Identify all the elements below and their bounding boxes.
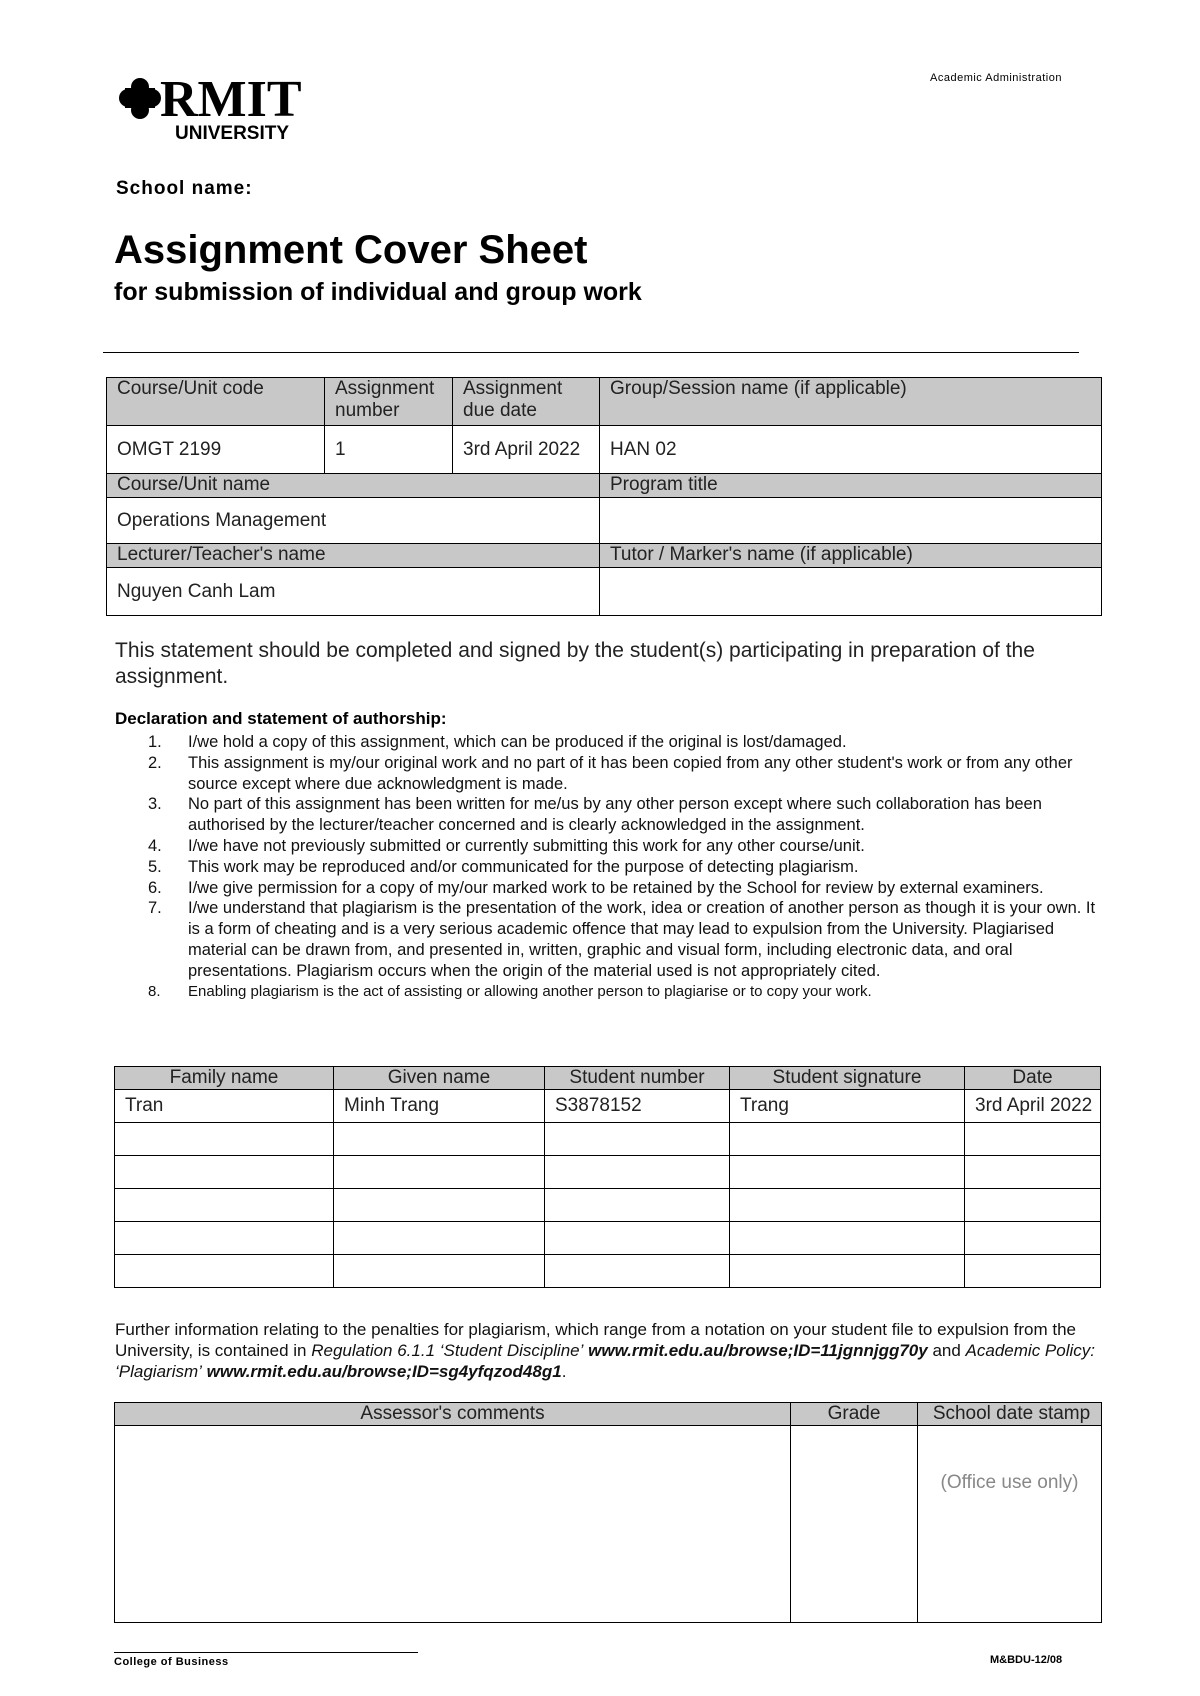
penalty-text-and: and [932, 1341, 966, 1360]
date-cell[interactable] [965, 1156, 1101, 1189]
program-title-value[interactable] [600, 498, 1102, 544]
declaration-item [148, 982, 1098, 1003]
family-name-cell[interactable] [115, 1189, 334, 1222]
declaration-title: Declaration and statement of authorship: [115, 709, 447, 728]
assessment-table [114, 1402, 1102, 1623]
declaration-list [148, 732, 1098, 1002]
declaration-item [148, 878, 1098, 899]
table-row [115, 1255, 1101, 1288]
course-name-value[interactable]: Operations Management [107, 498, 600, 544]
item-number: 2. [148, 753, 162, 772]
footer-code: M&BDU-12/08 [990, 1654, 1063, 1666]
student-number-cell[interactable] [545, 1156, 730, 1189]
student-number-cell[interactable] [545, 1189, 730, 1222]
item-text: I/we understand that plagiarism is the presentation of the work, idea or creation of another person as though it is your own. It is a form of cheating and is a very serious academic offence that may lead to expulsion from the University. Plagiarised material can be drawn from, and presented in, written, graphic and visual form, including electronic data, and oral presentations. Plagiarism occurs when the origin of the material used is not appropriately cited. [188, 899, 1096, 980]
lecturer-label: Lecturer/Teacher's name [107, 544, 600, 568]
grade-field[interactable] [791, 1426, 918, 1623]
page-title: Assignment Cover Sheet [114, 228, 588, 272]
student-signature-cell[interactable] [730, 1189, 965, 1222]
date-cell[interactable] [965, 1222, 1101, 1255]
date-cell[interactable] [965, 1123, 1101, 1156]
item-number: 3. [148, 795, 162, 814]
assessor-comments-header: Assessor's comments [115, 1403, 791, 1426]
course-code-label: Course/Unit code [107, 378, 325, 426]
student-signature-cell[interactable]: Trang [730, 1090, 965, 1123]
item-text: This work may be reproduced and/or communicated for the purpose of detecting plagiarism. [188, 857, 859, 876]
student-signature-cell[interactable] [730, 1222, 965, 1255]
student-signature-cell[interactable] [730, 1255, 965, 1288]
date-cell[interactable] [965, 1189, 1101, 1222]
family-name-header: Family name [115, 1067, 334, 1090]
admin-label: Academic Administration [930, 72, 1062, 84]
footer-college: College of Business [114, 1656, 229, 1668]
student-number-cell[interactable]: S3878152 [545, 1090, 730, 1123]
item-number: 4. [148, 836, 162, 855]
declaration-item [148, 836, 1098, 857]
regulation-link[interactable]: www.rmit.edu.au/browse;ID=11jgnnjgg70y [588, 1341, 928, 1360]
page-subtitle: for submission of individual and group work [114, 278, 642, 306]
policy-link[interactable]: www.rmit.edu.au/browse;ID=sg4yfqzod48g1 [206, 1362, 562, 1381]
due-date-label: Assignment due date [453, 378, 600, 426]
family-name-cell[interactable] [115, 1255, 334, 1288]
date-cell[interactable]: 3rd April 2022 [965, 1090, 1101, 1123]
item-number: 5. [148, 857, 162, 876]
assignment-number-value[interactable]: 1 [325, 426, 453, 474]
student-table [114, 1066, 1101, 1288]
declaration-item [148, 898, 1098, 981]
given-name-cell[interactable] [334, 1222, 545, 1255]
item-text: No part of this assignment has been written for me/us by any other person except where such collaboration has been authorised by the lecturer/teacher concerned and is clearly acknowledged in the assignment. [188, 795, 1042, 835]
given-name-cell[interactable] [334, 1123, 545, 1156]
footer-divider [114, 1652, 418, 1653]
lecturer-value[interactable]: Nguyen Canh Lam [107, 568, 600, 616]
item-text: I/we give permission for a copy of my/our marked work to be retained by the School for review by external examiners. [188, 878, 1044, 897]
declaration-item [148, 794, 1098, 836]
office-use-note: (Office use only) [918, 1426, 1102, 1623]
family-name-cell[interactable] [115, 1222, 334, 1255]
penalty-end: . [561, 1362, 567, 1381]
student-signature-cell[interactable] [730, 1123, 965, 1156]
table-row [115, 1222, 1101, 1255]
declaration-item [148, 753, 1098, 795]
assignment-number-label: Assignment number [325, 378, 453, 426]
family-name-cell[interactable] [115, 1123, 334, 1156]
penalty-text: Further information relating to the penalties for plagiarism, which range from a notation on your student file to expulsion from the University, is contained in [115, 1320, 1077, 1360]
table-row [115, 1090, 1101, 1123]
item-number: 6. [148, 878, 162, 897]
declaration-item [148, 857, 1098, 878]
regulation-reference: Regulation 6.1.1 ‘Student Discipline’ [311, 1341, 584, 1360]
policy-reference: Academic Policy: ‘Plagiarism’ [115, 1341, 1095, 1381]
family-name-cell[interactable]: Tran [115, 1090, 334, 1123]
given-name-cell[interactable] [334, 1189, 545, 1222]
school-name-label: School name: [116, 178, 253, 199]
rmit-logo [115, 70, 325, 145]
student-number-cell[interactable] [545, 1222, 730, 1255]
given-name-cell[interactable]: Minh Trang [334, 1090, 545, 1123]
family-name-cell[interactable] [115, 1156, 334, 1189]
course-details-table [106, 377, 1102, 616]
item-text: Enabling plagiarism is the act of assisting or allowing another person to plagiarise or to copy your work. [188, 982, 872, 1000]
due-date-value[interactable]: 3rd April 2022 [453, 426, 600, 474]
grade-header: Grade [791, 1403, 918, 1426]
program-title-label: Program title [600, 474, 1102, 498]
given-name-header: Given name [334, 1067, 545, 1090]
date-header: Date [965, 1067, 1101, 1090]
table-row [115, 1189, 1101, 1222]
item-number: 8. [148, 982, 161, 1000]
plagiarism-info [115, 1319, 1105, 1382]
item-text: This assignment is my/our original work and no part of it has been copied from any other student's work or from any other source except where due acknowledgment is made. [188, 753, 1073, 793]
student-signature-cell[interactable] [730, 1156, 965, 1189]
school-date-stamp-header: School date stamp [918, 1403, 1102, 1426]
date-cell[interactable] [965, 1255, 1101, 1288]
student-number-header: Student number [545, 1067, 730, 1090]
item-number: 7. [148, 899, 162, 918]
group-label: Group/Session name (if applicable) [600, 378, 1102, 426]
tutor-label: Tutor / Marker's name (if applicable) [600, 544, 1102, 568]
student-number-cell[interactable] [545, 1123, 730, 1156]
group-value[interactable]: HAN 02 [600, 426, 1102, 474]
tutor-value[interactable] [600, 568, 1102, 616]
table-row [115, 1123, 1101, 1156]
student-signature-header: Student signature [730, 1067, 965, 1090]
logo-wordmark: RMIT [160, 71, 302, 128]
declaration-item [148, 732, 1098, 753]
divider [103, 352, 1079, 353]
given-name-cell[interactable] [334, 1255, 545, 1288]
course-name-label: Course/Unit name [107, 474, 600, 498]
statement-text: This statement should be completed and signed by the student(s) participating in preparation of the assignment. [115, 639, 1035, 688]
item-text: I/we have not previously submitted or currently submitting this work for any other course/unit. [188, 836, 865, 855]
item-text: I/we hold a copy of this assignment, which can be produced if the original is lost/damaged. [188, 733, 847, 751]
logo-subtitle: UNIVERSITY [175, 123, 290, 144]
given-name-cell[interactable] [334, 1156, 545, 1189]
item-number: 1. [148, 733, 162, 751]
student-number-cell[interactable] [545, 1255, 730, 1288]
course-code-value[interactable]: OMGT 2199 [107, 426, 325, 474]
table-row [115, 1156, 1101, 1189]
assessor-comments-field[interactable] [115, 1426, 791, 1623]
